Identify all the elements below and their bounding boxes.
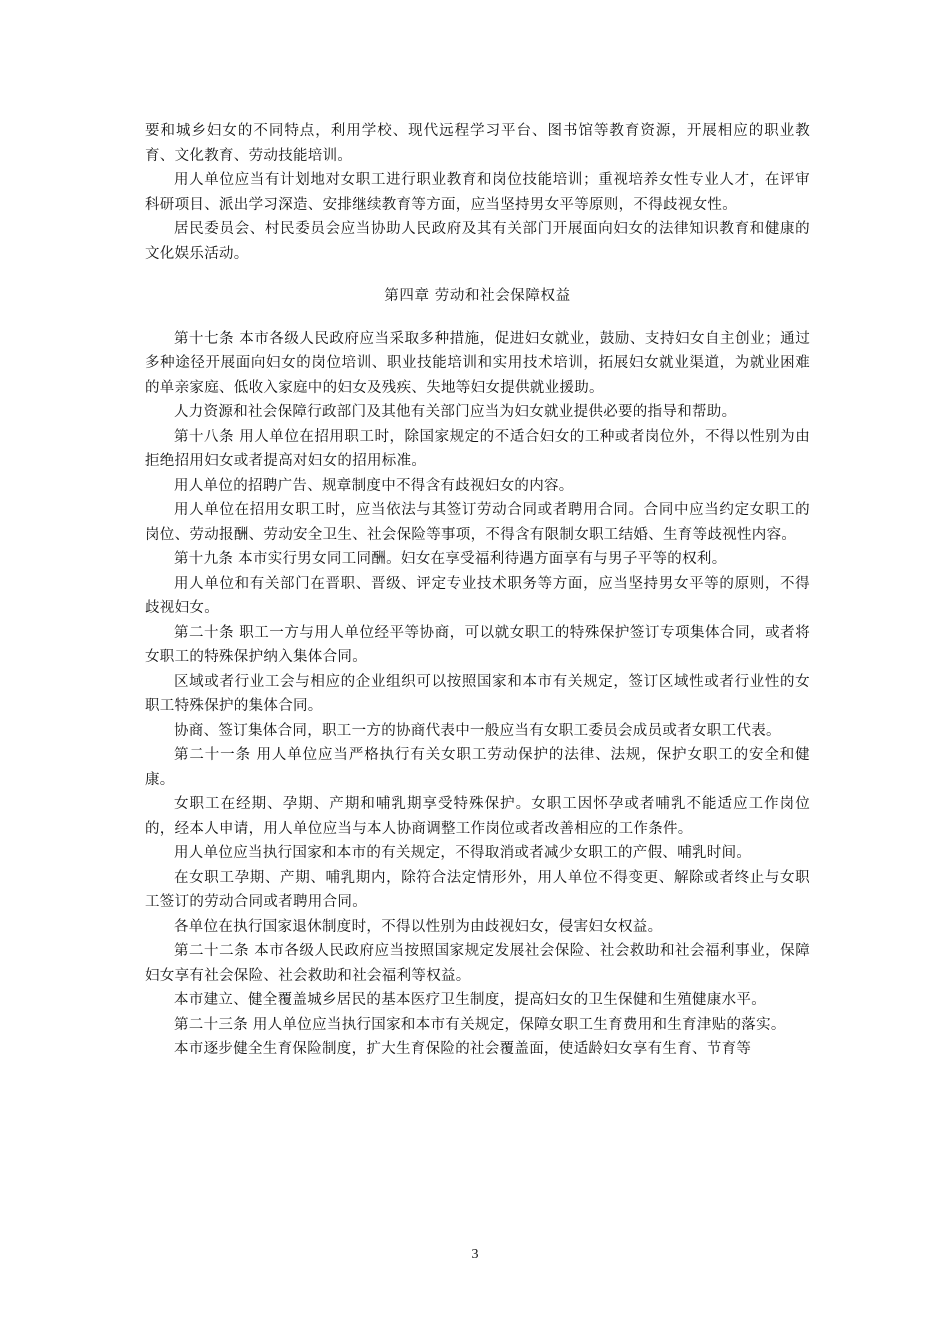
paragraph: 本市逐步健全生育保险制度，扩大生育保险的社会覆盖面，使适龄妇女享有生育、节育等: [174, 1041, 752, 1057]
paragraph: 女职工在经期、孕期、产期和哺乳期享受特殊保护。女职工因怀孕或者哺乳不能适应工作岗位的，经本人申请，用人单位应当与本人协商调整工作岗位或者改善相应的工作条件。: [145, 796, 810, 837]
article-paragraph: 第十八条 用人单位在招用职工时，除国家规定的不适合妇女的工种或者岗位外，不得以性别为由拒绝招用妇女或者提高对妇女的招用标准。: [145, 428, 810, 469]
paragraph: 本市建立、健全覆盖城乡居民的基本医疗卫生制度，提高妇女的卫生保健和生殖健康水平。: [174, 992, 766, 1008]
paragraph: 用人单位应当执行国家和本市的有关规定，不得取消或者减少女职工的产假、哺乳时间。: [174, 845, 752, 861]
paragraph: 用人单位的招聘广告、规章制度中不得含有歧视妇女的内容。: [174, 477, 574, 494]
paragraph: 用人单位在招用女职工时，应当依法与其签订劳动合同或者聘用合同。合同中应当约定女职工的岗位、劳动报酬、劳动安全卫生、社会保险等事项，不得含有限制女职工结婚、生育等歧视性内容。: [145, 502, 810, 543]
page-number: 3: [471, 1247, 479, 1262]
article-paragraph: 第十七条 本市各级人民政府应当采取多种措施，促进妇女就业，鼓励、支持妇女自主创业；通过多种途径开展面向妇女的岗位培训、职业技能培训和实用技术培训，拓展妇女就业渠道，为就业困难的单亲家庭、低收入家庭中的妇女及残疾、失地等妇女提供就业援助。: [145, 330, 810, 396]
paragraph: 各单位在执行国家退休制度时，不得以性别为由歧视妇女，侵害妇女权益。: [174, 918, 663, 935]
article-paragraph: 第二十条 职工一方与用人单位经平等协商，可以就女职工的特殊保护签订专项集体合同，或者将女职工的特殊保护纳入集体合同。: [145, 624, 810, 665]
article-paragraph: 第二十二条 本市各级人民政府应当按照国家规定发展社会保险、社会救助和社会福利事业，保障妇女享有社会保险、社会救助和社会福利等权益。: [145, 943, 810, 984]
paragraph: 用人单位和有关部门在晋职、晋级、评定专业技术职务等方面，应当坚持男女平等的原则，不得歧视妇女。: [145, 575, 810, 616]
article-paragraph: 第二十三条 用人单位应当执行国家和本市有关规定，保障女职工生育费用和生育津贴的落实。: [174, 1016, 786, 1033]
paragraph: 居民委员会、村民委员会应当协助人民政府及其有关部门开展面向妇女的法律知识教育和健康的文化娱乐活动。: [145, 221, 810, 262]
paragraph: 要和城乡妇女的不同特点，利用学校、现代远程学习平台、图书馆等教育资源，开展相应的职业教育、文化教育、劳动技能培训。: [145, 123, 810, 164]
article-paragraph: 第二十一条 用人单位应当严格执行有关女职工劳动保护的法律、法规，保护女职工的安全和健康。: [145, 747, 810, 788]
article-paragraph: 第十九条 本市实行男女同工同酬。妇女在享受福利待遇方面享有与男子平等的权利。: [174, 551, 727, 567]
document-page: [145, 119, 810, 1062]
paragraph: 人力资源和社会保障行政部门及其他有关部门应当为妇女就业提供必要的指导和帮助。: [174, 404, 737, 420]
paragraph: 区域或者行业工会与相应的企业组织可以按照国家和本市有关规定，签订区域性或者行业性的女职工特殊保护的集体合同。: [145, 673, 810, 714]
paragraph: 协商、签订集体合同，职工一方的协商代表中一般应当有女职工委员会成员或者女职工代表。: [174, 722, 781, 739]
paragraph: 用人单位应当有计划地对女职工进行职业教育和岗位技能培训；重视培养女性专业人才，在评审科研项目、派出学习深造、安排继续教育等方面，应当坚持男女平等原则，不得歧视女性。: [145, 172, 810, 213]
chapter-title: 第四章 劳动和社会保障权益: [384, 288, 571, 304]
paragraph: 在女职工孕期、产期、哺乳期内，除符合法定情形外，用人单位不得变更、解除或者终止与女职工签订的劳动合同或者聘用合同。: [145, 869, 810, 910]
